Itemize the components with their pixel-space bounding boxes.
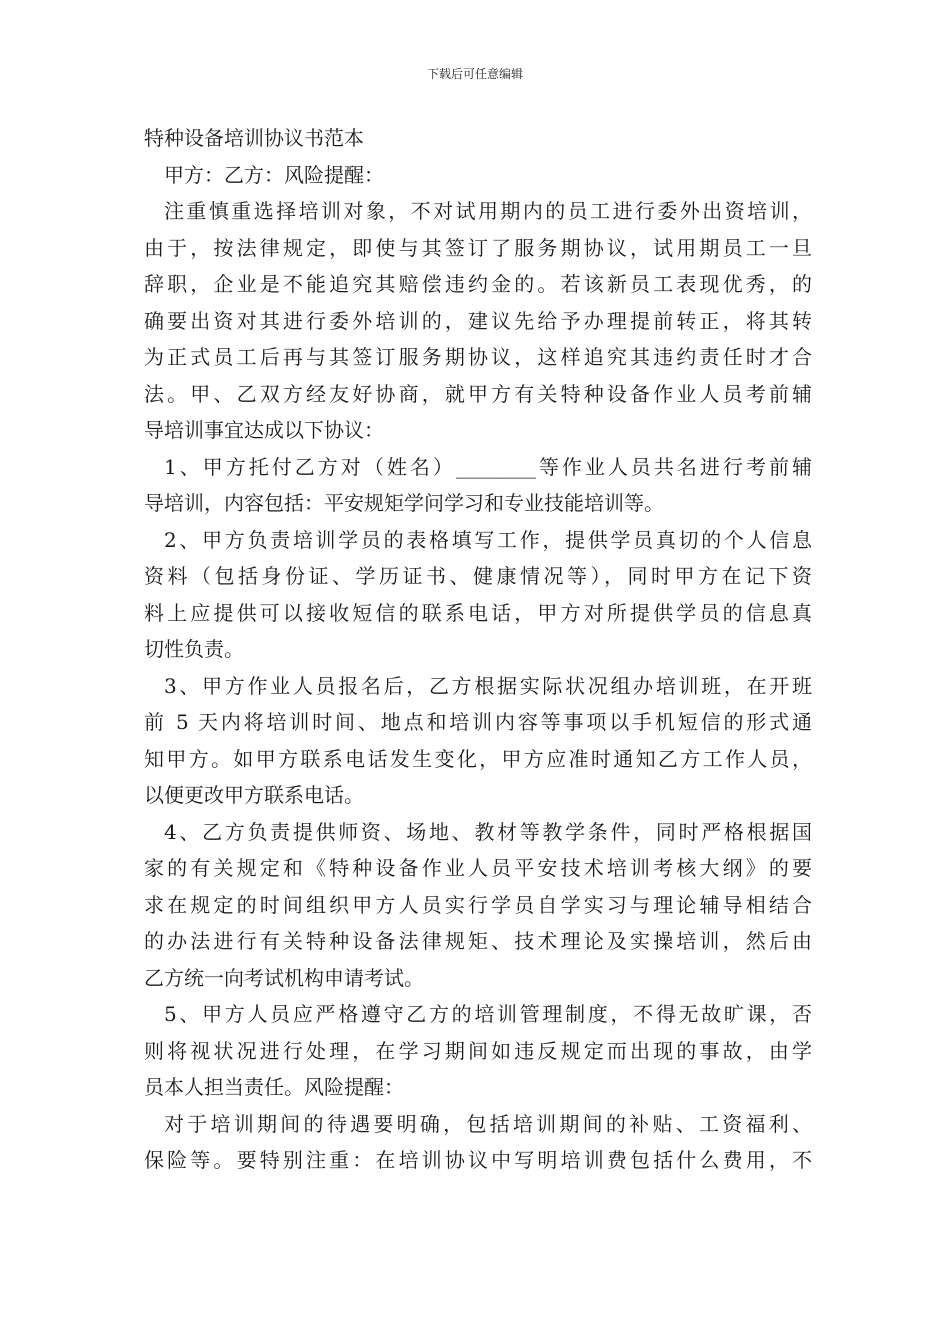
text-line: 甲方：乙方：风险提醒：	[164, 162, 384, 187]
clause-1-line: 1、甲方托付乙方对（姓名）________等作业人员共名进行考前辅	[164, 454, 812, 479]
text-line: 前 5 天内将培训时间、地点和培训内容等事项以手机短信的形式通	[144, 710, 812, 734]
text-line: 求在规定的时间组织甲方人员实行学员自学实习与理论辅导相结合	[144, 892, 812, 917]
text-line: 资料（包括身份证、学历证书、健康情况等），同时甲方在记下资	[144, 564, 812, 588]
text-line: 法。甲、乙双方经友好协商，就甲方有关特种设备作业人员考前辅	[144, 381, 812, 406]
text-line: 员本人担当责任。风险提醒：	[144, 1075, 404, 1099]
text-line: 为正式员工后再与其签订服务期协议，这样追究其违约责任时才合	[144, 345, 812, 369]
text-line: 注重慎重选择培训对象，不对试用期内的员工进行委外出资培训，	[164, 199, 812, 223]
clause-3-line: 3、甲方作业人员报名后，乙方根据实际状况组办培训班，在开班	[164, 673, 812, 698]
clause-4-line: 4、乙方负责提供师资、场地、教材等教学条件，同时严格根据国	[164, 819, 812, 844]
document-body	[144, 120, 812, 1179]
page-header-note: 下载后可任意编辑	[426, 67, 523, 81]
text-line: 由于，按法律规定，即使与其签订了服务期协议，试用期员工一旦	[144, 235, 812, 260]
clause-5-line: 5、甲方人员应严格遵守乙方的培训管理制度，不得无故旷课，否	[164, 1002, 812, 1026]
text-line: 以便更改甲方联系电话。	[144, 783, 364, 807]
text-line: 切性负责。	[144, 637, 244, 661]
text-line: 辞职，企业是不能追究其赔偿违约金的。若该新员工表现优秀，的	[144, 272, 812, 296]
text-line: 的办法进行有关特种设备法律规矩、技术理论及实操培训，然后由	[144, 929, 812, 953]
text-line: 导培训，内容包括：平安规矩学问学习和专业技能培训等。	[144, 491, 664, 515]
clause-2-line: 2、甲方负责培训学员的表格填写工作，提供学员真切的个人信息	[164, 527, 812, 552]
text-line: 乙方统一向考试机构申请考试。	[144, 965, 424, 990]
text-line: 导培训事宜达成以下协议：	[144, 418, 384, 442]
text-line: 料上应提供可以接收短信的联系电话，甲方对所提供学员的信息真	[144, 600, 812, 625]
text-line: 知甲方。如甲方联系电话发生变化，甲方应准时通知乙方工作人员，	[144, 746, 812, 771]
text-line: 保险等。要特别注重：在培训协议中写明培训费包括什么费用，不	[144, 1148, 812, 1172]
text-line: 家的有关规定和《特种设备作业人员平安技术培训考核大纲》的要	[144, 856, 812, 880]
text-line: 对于培训期间的待遇要明确，包括培训期间的补贴、工资福利、	[164, 1111, 812, 1136]
text-line: 确要出资对其进行委外培训的，建议先给予办理提前转正，将其转	[144, 308, 812, 333]
document-title: 特种设备培训协议书范本	[144, 126, 364, 150]
text-line: 则将视状况进行处理，在学习期间如违反规定而出现的事故，由学	[144, 1038, 812, 1063]
